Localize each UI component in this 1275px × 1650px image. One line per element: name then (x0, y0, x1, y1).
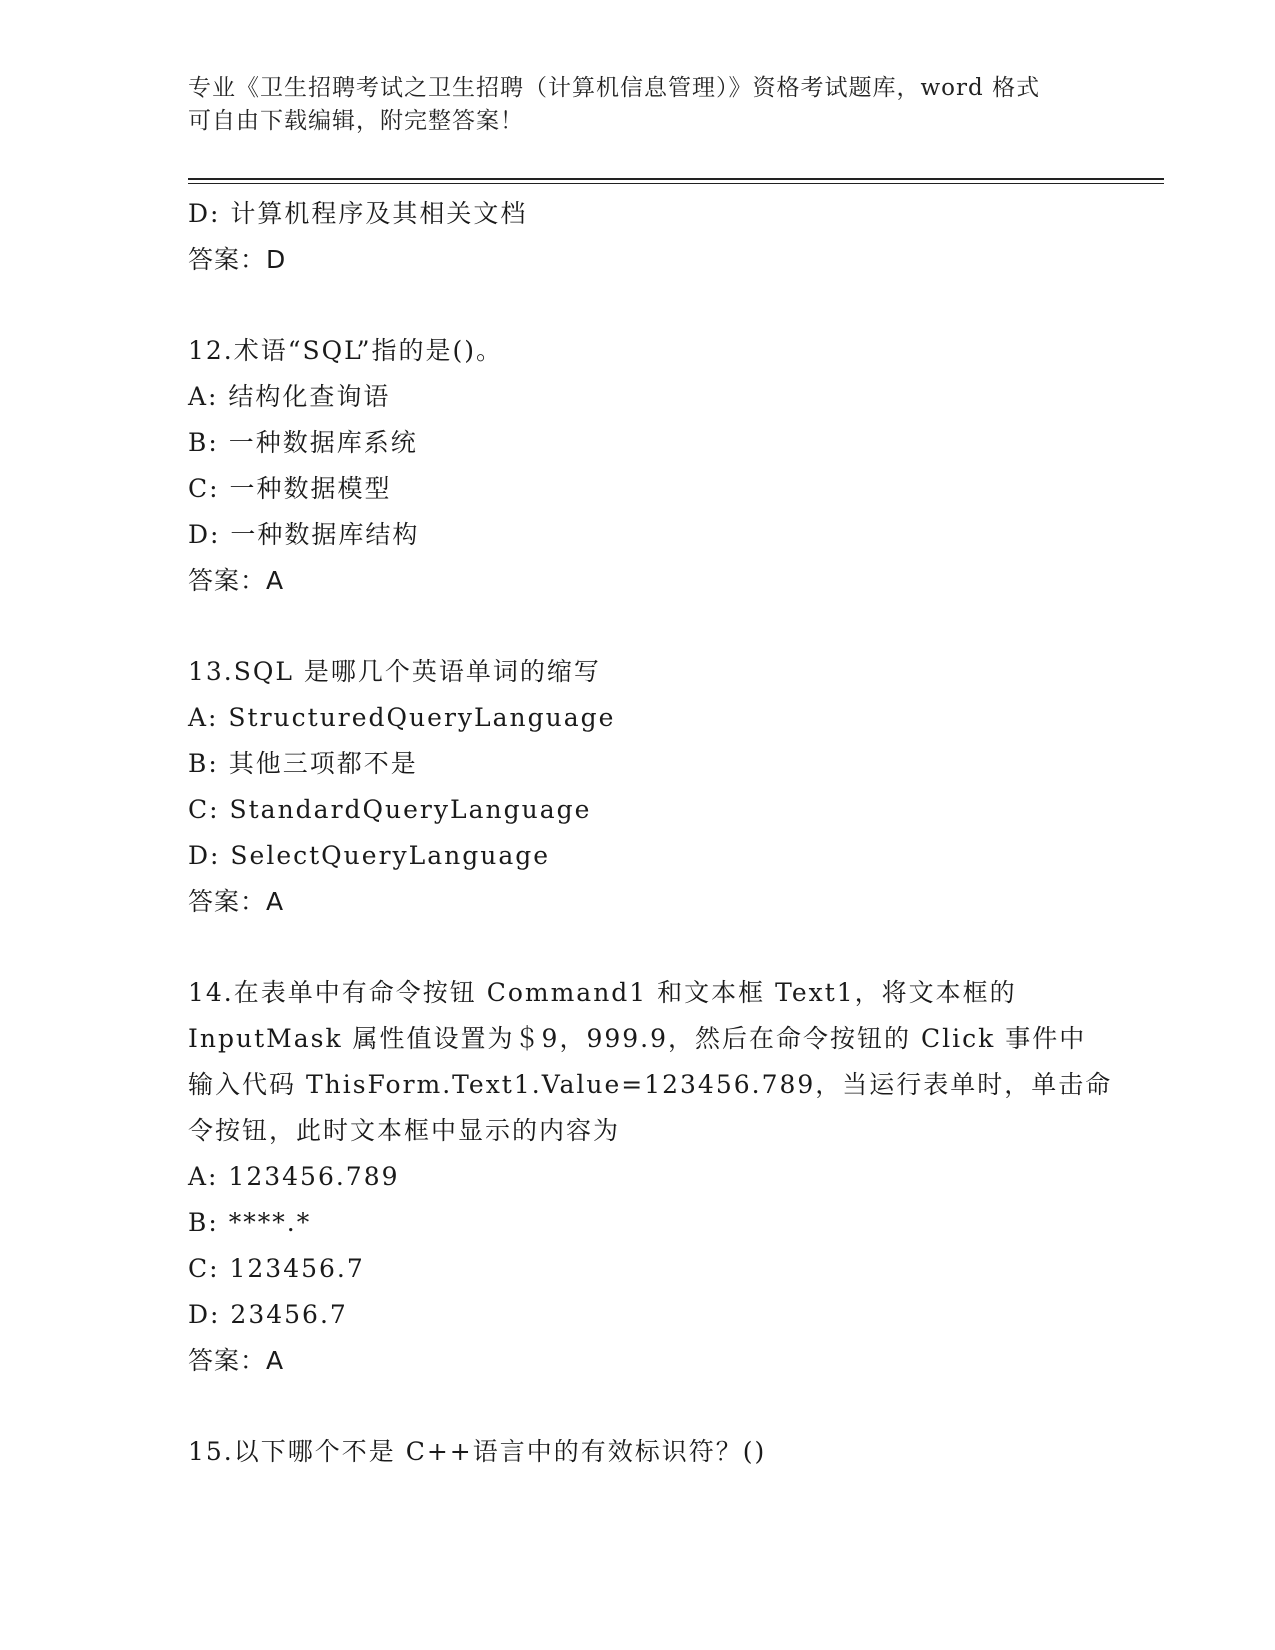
question-stem: 15.以下哪个不是 C++语言中的有效标识符？() (188, 1437, 767, 1466)
answer: 答案：A (188, 1346, 285, 1375)
option-d: D: SelectQueryLanguage (188, 841, 551, 870)
header-line-2: 可自由下载编辑，附完整答案！ (188, 108, 524, 134)
document-header (188, 72, 1088, 138)
question-stem-line-4: 令按钮，此时文本框中显示的内容为 (188, 1116, 621, 1145)
option-b: B: 一种数据库系统 (188, 428, 418, 457)
question-stem: 13.SQL 是哪几个英语单词的缩写 (188, 657, 601, 686)
question-14 (188, 970, 1113, 1384)
question-stem: 12.术语“SQL”指的是()。 (188, 336, 504, 365)
option-b: B: 其他三项都不是 (188, 749, 418, 778)
option-c: C: 一种数据模型 (188, 474, 392, 503)
option-a: A: 结构化查询语 (188, 382, 391, 411)
answer: 答案：A (188, 566, 285, 595)
answer: 答案：A (188, 887, 285, 916)
header-line-1: 专业《卫生招聘考试之卫生招聘（计算机信息管理）》资格考试题库，word 格式 (188, 75, 1041, 101)
prev-option-d: D: 计算机程序及其相关文档 (188, 199, 528, 228)
question-12 (188, 328, 1108, 604)
question-stem-line-3: 输入代码 ThisForm.Text1.Value=123456.789，当运行表单时，单击命 (188, 1070, 1113, 1099)
question-stem-line-1: 14.在表单中有命令按钮 Command1 和文本框 Text1，将文本框的 (188, 978, 1017, 1007)
question-13 (188, 649, 1108, 925)
option-c: C: StandardQueryLanguage (188, 795, 592, 824)
header-divider-thick (188, 178, 1164, 180)
question-15 (188, 1429, 1108, 1475)
header-divider-thin (188, 183, 1164, 184)
option-a: A: 123456.789 (188, 1162, 400, 1191)
option-b: B: ****.* (188, 1208, 312, 1237)
option-d: D: 一种数据库结构 (188, 520, 420, 549)
option-c: C: 123456.7 (188, 1254, 365, 1283)
question-stem-line-2: InputMask 属性值设置为＄9，999.9，然后在命令按钮的 Click 事件中 (188, 1024, 1087, 1053)
prev-answer: 答案：D (188, 245, 287, 274)
option-a: A: StructuredQueryLanguage (188, 703, 616, 732)
question-list (188, 191, 1113, 1475)
option-d: D: 23456.7 (188, 1300, 348, 1329)
